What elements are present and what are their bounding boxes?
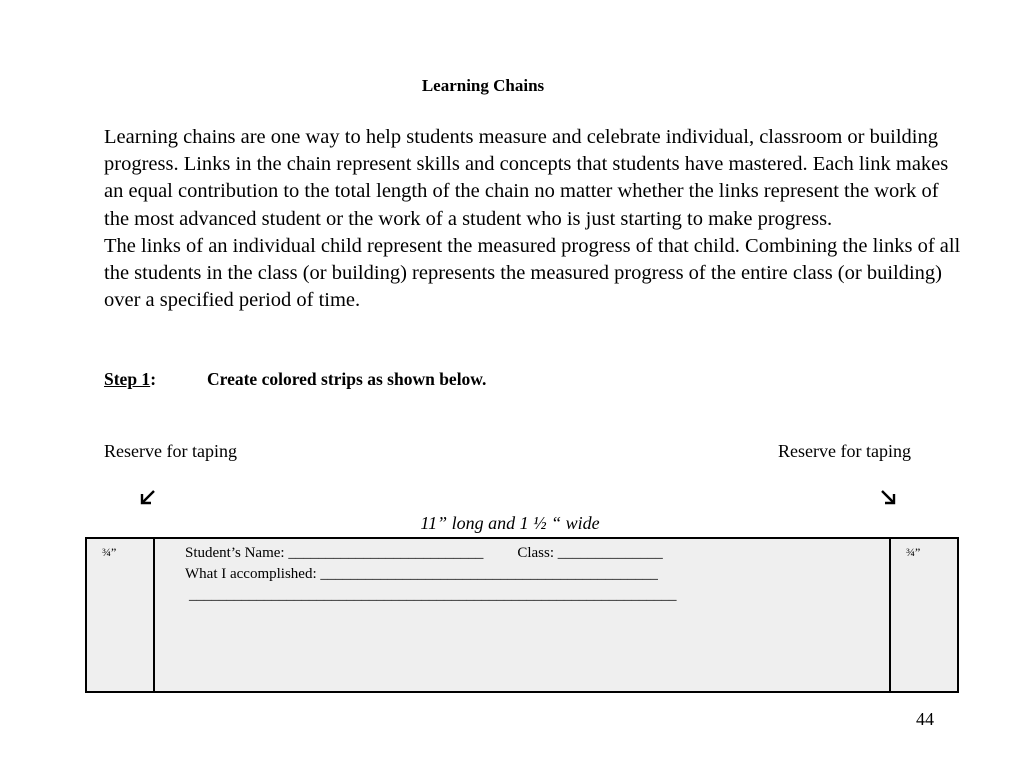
strip-content-area <box>155 539 889 691</box>
left-tab-width: ¾” <box>102 545 117 559</box>
student-name-label: Student’s Name: __________________________ <box>185 545 484 561</box>
strip-dimension-label: 11” long and 1 ½ “ wide <box>420 513 600 533</box>
step-instruction: Create colored strips as shown below. <box>207 369 487 389</box>
right-tab-width: ¾” <box>906 545 921 559</box>
accomplished-extra-line: _________________________________________________________________ <box>189 587 677 603</box>
student-name-line <box>185 545 663 562</box>
colored-strip-template <box>85 537 959 693</box>
paragraph-links: The links of an individual child represent the measured progress of that child. Combining the links of all the students in the class (or building) represents the measured progress of the entire class (or building) over a specified period of time. <box>104 234 961 312</box>
step-colon: : <box>150 369 157 389</box>
body-text <box>104 124 964 314</box>
page-number: 44 <box>916 709 934 729</box>
step-label: Step 1 <box>104 369 151 389</box>
strip-left-taping-tab <box>87 539 155 691</box>
step-1 <box>104 369 487 390</box>
reserve-label-left: Reserve for taping <box>104 441 237 461</box>
arrow-down-left-icon <box>140 489 156 505</box>
arrow-down-right-icon <box>880 489 896 505</box>
accomplished-line: What I accomplished: _____________________________________________ <box>185 566 658 582</box>
paragraph-intro: Learning chains are one way to help students measure and celebrate individual, classroom or building progress. Links in the chain represent skills and concepts that students have mastered. Each link makes an equal contribution to the total length of the chain no matter whether the links represent the work of the most advanced student or the work of a student who is just starting to make progress. <box>104 126 949 230</box>
class-label: Class: ______________ <box>517 545 663 561</box>
reserve-label-right: Reserve for taping <box>778 441 911 461</box>
strip-right-taping-tab <box>889 539 957 691</box>
page-title: Learning Chains <box>421 76 545 95</box>
